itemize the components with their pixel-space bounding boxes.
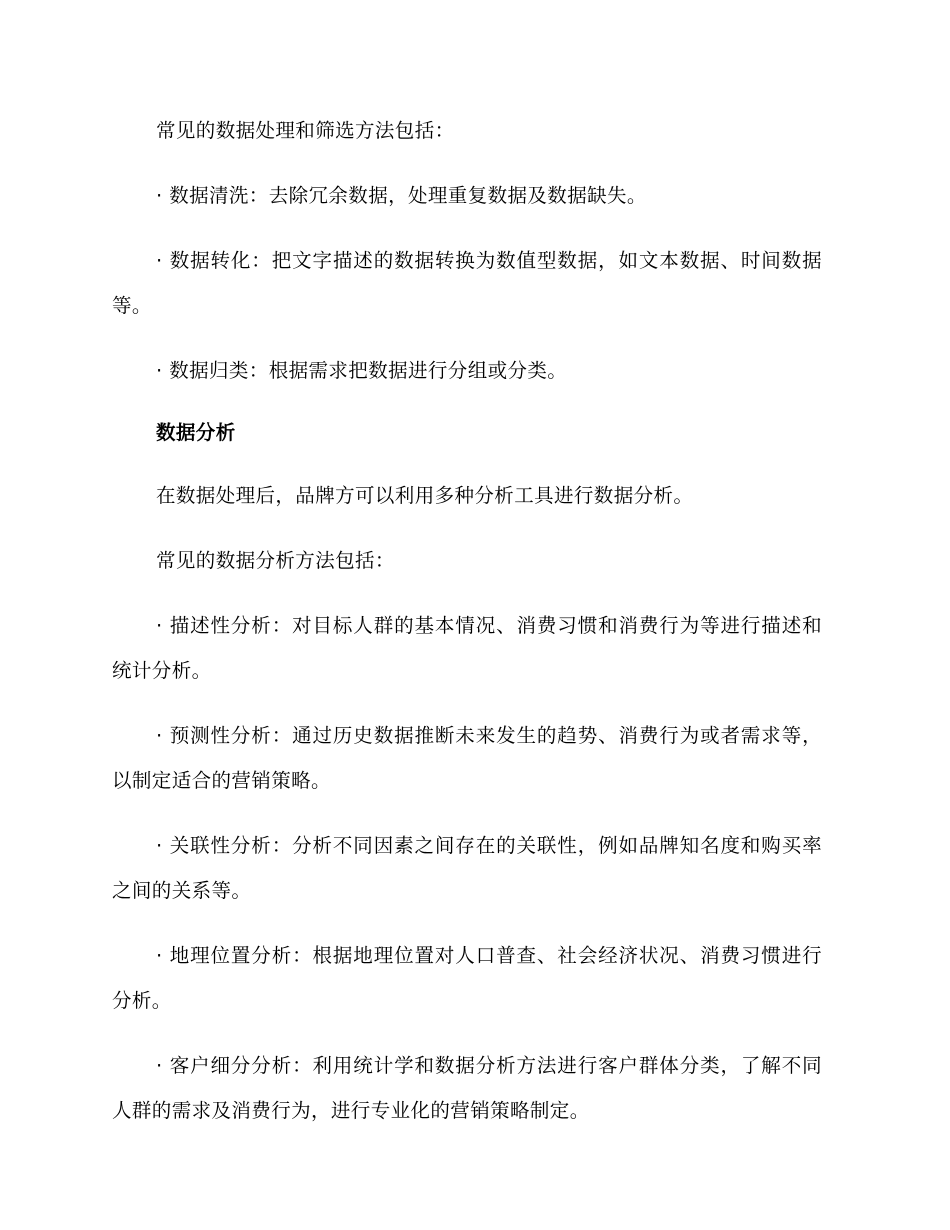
paragraph-intro-processing: 常见的数据处理和筛选方法包括： <box>156 119 455 142</box>
list-item-data-cleaning: · 数据清洗：去除冗余数据，处理重复数据及数据缺失。 <box>156 184 647 207</box>
list-item-geographic-analysis: · 地理位置分析：根据地理位置对人口普查、社会经济状况、消费习惯进行分析。 <box>112 944 822 1012</box>
list-item-data-classification: · 数据归类：根据需求把数据进行分组或分类。 <box>156 359 568 382</box>
list-item-predictive-analysis: · 预测性分析：通过历史数据推断未来发生的趋势、消费行为或者需求等，以制定适合的营销策略。 <box>112 724 822 792</box>
paragraph-analysis-intro: 在数据处理后，品牌方可以利用多种分析工具进行数据分析。 <box>156 484 694 507</box>
document-body <box>112 108 822 1153</box>
list-item-customer-segmentation-analysis: · 客户细分分析：利用统计学和数据分析方法进行客户群体分类，了解不同人群的需求及消费行为，进行专业化的营销策略制定。 <box>112 1054 822 1122</box>
list-item-descriptive-analysis: · 描述性分析：对目标人群的基本情况、消费习惯和消费行为等进行描述和统计分析。 <box>112 614 822 682</box>
section-heading-data-analysis: 数据分析 <box>156 421 236 444</box>
list-item-data-conversion: · 数据转化：把文字描述的数据转换为数值型数据，如文本数据、时间数据等。 <box>112 249 822 317</box>
paragraph-analysis-methods-intro: 常见的数据分析方法包括： <box>156 549 395 572</box>
list-item-correlation-analysis: · 关联性分析：分析不同因素之间存在的关联性，例如品牌知名度和购买率之间的关系等。 <box>112 834 822 902</box>
